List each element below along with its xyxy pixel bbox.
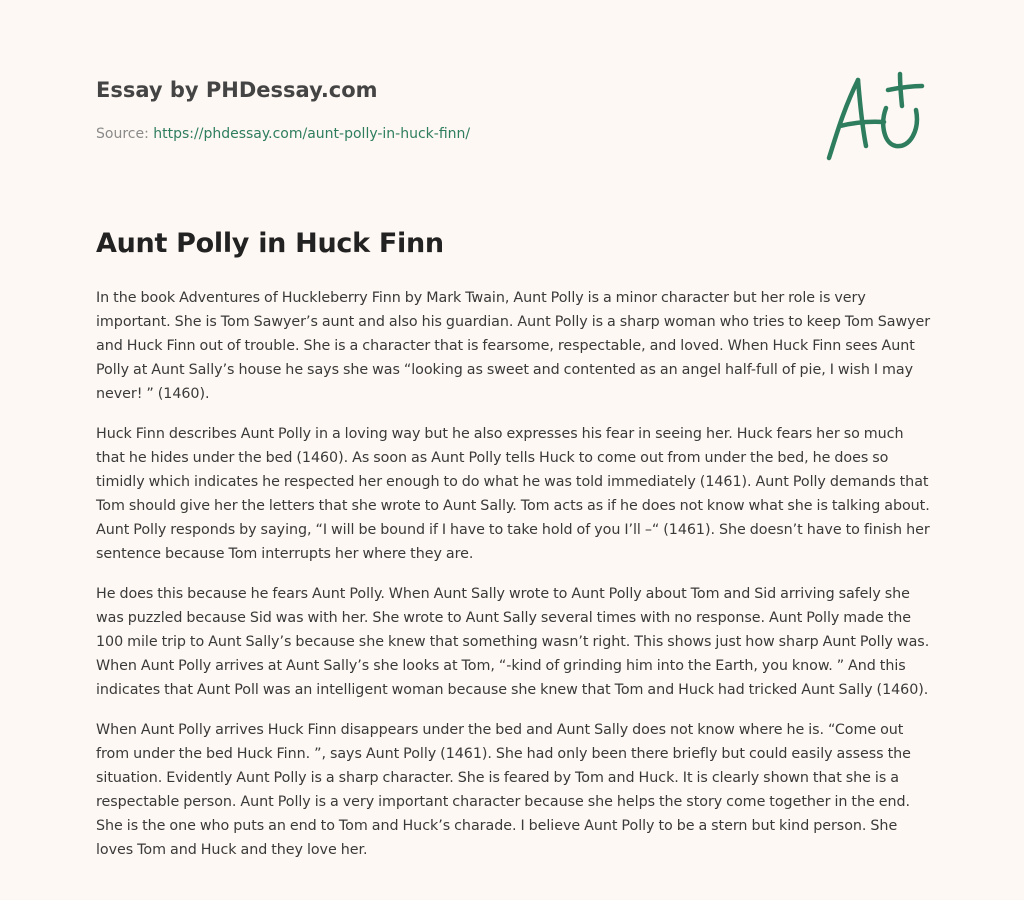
paragraph: In the book Adventures of Huckleberry Finn by Mark Twain, Aunt Polly is a minor character but her role is very important. She is Tom Sawyer’s aunt and also his guardian. Aunt Polly is a sharp woman who tries to keep Tom Sawyer and Huck Finn out of trouble. She is a character that is fearsome, respectable, and loved. When Huck Finn sees Aunt Polly at Aunt Sally’s house he says she was “looking as sweet and contented as an angel half-full of pie, I wish I may never! ” (1460). <box>96 290 931 402</box>
paragraph: Huck Finn describes Aunt Polly in a loving way but he also expresses his fear in seeing her. Huck fears her so much that he hides under the bed (1460). As soon as Aunt Polly tells Huck to come out from under the bed, he does so timidly which indicates he respected her enough to do what he was told immediately (1461). Aunt Polly demands that Tom should give her the letters that she wrote to Aunt Sally. Tom acts as if he does not know what she is talking about. Aunt Polly responds by saying, “I will be bound if I have to take hold of you I’ll –“ (1461). She doesn’t have to finish her sentence because Tom interrupts her where they are. <box>96 426 930 562</box>
source-link[interactable]: https://phdessay.com/aunt-polly-in-huck-finn/ <box>153 126 471 142</box>
source-label: Source: <box>96 126 149 142</box>
source-line <box>96 124 796 144</box>
paragraph: He does this because he fears Aunt Polly. When Aunt Sally wrote to Aunt Polly about Tom and Sid arriving safely she was puzzled because Sid was with her. She wrote to Aunt Sally several times with no response. Aunt Polly made the 100 mile trip to Aunt Sally’s because she knew that something wasn’t right. This shows just how sharp Aunt Polly was. When Aunt Polly arrives at Aunt Sally’s she looks at Tom, “-kind of grinding him into the Earth, you know. ” And this indicates that Aunt Poll was an intelligent woman because she knew that Tom and Huck had tricked Aunt Sally (1460). <box>96 586 930 698</box>
article-body <box>96 286 932 878</box>
site-name: Essay by PHDessay.com <box>96 78 378 102</box>
article-title: Aunt Polly in Huck Finn <box>96 228 444 259</box>
site-header <box>96 76 796 144</box>
paragraph: When Aunt Polly arrives Huck Finn disappears under the bed and Aunt Sally does not know where he is. “Come out from under the bed Huck Finn. ”, says Aunt Polly (1461). She had only been there briefly but could easily assess the situation. Evidently Aunt Polly is a sharp character. She is feared by Tom and Huck. It is clearly shown that she is a respectable person. Aunt Polly is a very important character because she helps the story come together in the end. She is the one who puts an end to Tom and Huck’s charade. I believe Aunt Polly to be a stern but kind person. She loves Tom and Huck and they love her. <box>96 722 911 858</box>
a-plus-logo-icon <box>822 68 932 164</box>
